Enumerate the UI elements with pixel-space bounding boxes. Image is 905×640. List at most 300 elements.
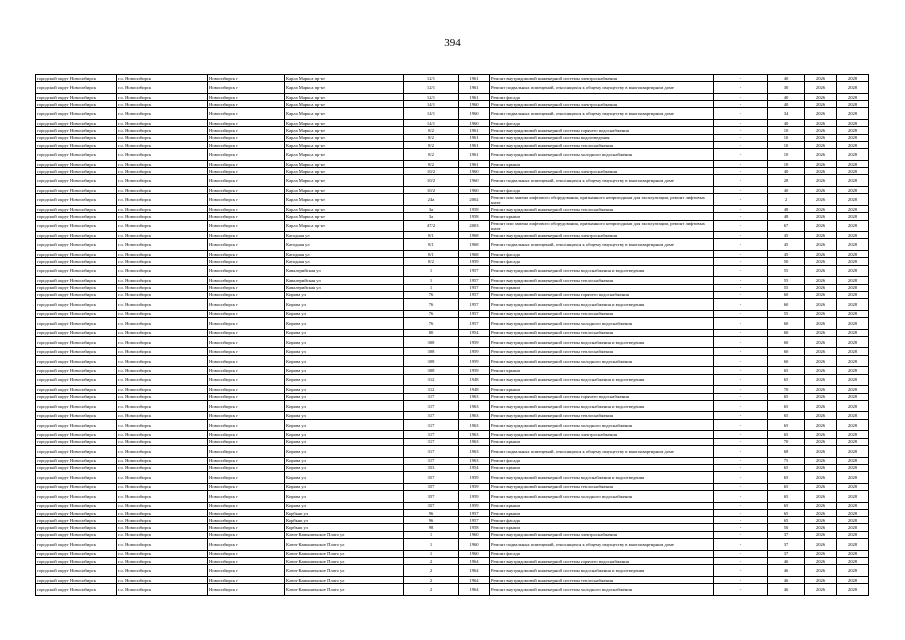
table-row <box>36 445 869 457</box>
cell-street: Ключ-Камышенское Плато ул <box>285 550 404 557</box>
cell-municipality: городской округ Новосибирск <box>36 239 117 251</box>
cell-work-type: Ремонт внутридомовой инженерной системы теплоснабжения <box>490 277 714 284</box>
table-row <box>36 438 869 445</box>
cell-work-type: Ремонт внутридомовой инженерной системы водоотведения <box>490 134 714 141</box>
cell-cost: 48 <box>768 213 805 220</box>
cell-year-to: 2028 <box>837 557 869 564</box>
cell-year-to: 2028 <box>837 108 869 120</box>
cell-dash: - <box>714 291 768 298</box>
cell-settlement: Новосибирск г <box>208 149 285 161</box>
cell-settlement: Новосибирск г <box>208 310 285 317</box>
works-table <box>35 74 869 596</box>
cell-municipality: городской округ Новосибирск <box>36 258 117 265</box>
cell-settlement: Новосибирск г <box>208 412 285 419</box>
cell-year-to: 2028 <box>837 412 869 419</box>
cell-street: Карла Маркса пр-кт <box>285 213 404 220</box>
cell-district: г.о. Новосибирск <box>117 160 208 167</box>
cell-cost: 65 <box>768 367 805 374</box>
cell-year-from: 2026 <box>805 127 837 134</box>
cell-municipality: городской округ Новосибирск <box>36 355 117 367</box>
cell-settlement: Новосибирск г <box>208 194 285 206</box>
cell-year-from: 2026 <box>805 75 837 82</box>
cell-year-from: 2026 <box>805 367 837 374</box>
cell-settlement: Новосибирск г <box>208 438 285 445</box>
cell-settlement: Новосибирск г <box>208 168 285 175</box>
table-row <box>36 329 869 336</box>
cell-work-type: Ремонт внутридомовой инженерной системы холодного водоснабжения <box>490 317 714 329</box>
cell-year-to: 2028 <box>837 431 869 438</box>
cell-district: г.о. Новосибирск <box>117 310 208 317</box>
cell-year-from: 2026 <box>805 141 837 148</box>
cell-municipality: городской округ Новосибирск <box>36 412 117 419</box>
cell-district: г.о. Новосибирск <box>117 524 208 531</box>
cell-street: Кирова ул <box>285 336 404 348</box>
cell-municipality: городской округ Новосибирск <box>36 160 117 167</box>
cell-dash: - <box>714 565 768 577</box>
cell-year-to: 2028 <box>837 509 869 516</box>
cell-dash: - <box>714 445 768 457</box>
cell-year-to: 2028 <box>837 82 869 94</box>
cell-work-type: Ремонт подвальных помещений, относящихся к общему имуществу в многоквартирном доме <box>490 445 714 457</box>
cell-year-to: 2028 <box>837 576 869 583</box>
cell-year: 1957 <box>459 291 490 298</box>
cell-year: 1957 <box>459 277 490 284</box>
cell-year: 1960 <box>459 108 490 120</box>
cell-municipality: городской округ Новосибирск <box>36 348 117 355</box>
cell-street: Кирова ул <box>285 310 404 317</box>
cell-year-to: 2028 <box>837 149 869 161</box>
cell-year-from: 2026 <box>805 329 837 336</box>
cell-year: 1960 <box>459 120 490 127</box>
cell-year: 1960 <box>459 539 490 551</box>
cell-work-type: Ремонт фасада <box>490 457 714 464</box>
table-row <box>36 550 869 557</box>
cell-year: 1960 <box>459 187 490 194</box>
cell-district: г.о. Новосибирск <box>117 393 208 400</box>
cell-work-type: Ремонт крыши <box>490 509 714 516</box>
cell-street: Ключ-Камышенское Плато ул <box>285 565 404 577</box>
cell-municipality: городской округ Новосибирск <box>36 127 117 134</box>
cell-year-to: 2028 <box>837 531 869 538</box>
table-row <box>36 108 869 120</box>
cell-year-to: 2028 <box>837 438 869 445</box>
cell-street: Карла Маркса пр-кт <box>285 108 404 120</box>
cell-work-type: Ремонт внутридомовой инженерной системы водоснабжения и водоотведения <box>490 565 714 577</box>
cell-cost: 40 <box>768 101 805 108</box>
cell-settlement: Новосибирск г <box>208 336 285 348</box>
cell-cost: 60 <box>768 291 805 298</box>
cell-year-to: 2028 <box>837 187 869 194</box>
cell-district: г.о. Новосибирск <box>117 82 208 94</box>
cell-year-from: 2026 <box>805 265 837 277</box>
cell-work-type: Ремонт внутридомовой инженерной системы теплоснабжения <box>490 141 714 148</box>
cell-house: 353 <box>404 464 459 471</box>
cell-municipality: городской округ Новосибирск <box>36 509 117 516</box>
cell-year-to: 2028 <box>837 419 869 431</box>
cell-work-type: Ремонт внутридомовой инженерной системы электроснабжения <box>490 431 714 438</box>
cell-year: 1963 <box>459 419 490 431</box>
cell-street: Кирова ул <box>285 457 404 464</box>
cell-district: г.о. Новосибирск <box>117 472 208 484</box>
cell-year-to: 2028 <box>837 194 869 206</box>
cell-year-to: 2028 <box>837 367 869 374</box>
cell-house: 312 <box>404 386 459 393</box>
cell-street: Корбыш ул <box>285 517 404 524</box>
table-row <box>36 539 869 551</box>
table-row <box>36 284 869 291</box>
table-row <box>36 584 869 596</box>
cell-district: г.о. Новосибирск <box>117 194 208 206</box>
cell-work-type: Ремонт внутридомовой инженерной системы холодного водоснабжения <box>490 149 714 161</box>
cell-settlement: Новосибирск г <box>208 213 285 220</box>
table-row <box>36 220 869 232</box>
cell-year-to: 2028 <box>837 457 869 464</box>
cell-dash: - <box>714 299 768 311</box>
cell-cost: 68 <box>768 445 805 457</box>
cell-street: Кирова ул <box>285 374 404 386</box>
cell-year: 1957 <box>459 284 490 291</box>
cell-settlement: Новосибирск г <box>208 483 285 490</box>
cell-district: г.о. Новосибирск <box>117 299 208 311</box>
cell-house: 357 <box>404 472 459 484</box>
cell-house: 76 <box>404 299 459 311</box>
cell-dash: - <box>714 310 768 317</box>
cell-work-type: Ремонт крыши <box>490 213 714 220</box>
cell-year-to: 2028 <box>837 472 869 484</box>
cell-dash: - <box>714 491 768 503</box>
cell-dash: - <box>714 168 768 175</box>
cell-year-from: 2026 <box>805 431 837 438</box>
cell-cost: 10 <box>768 141 805 148</box>
cell-house: 2 <box>404 584 459 596</box>
cell-municipality: городской округ Новосибирск <box>36 464 117 471</box>
cell-work-type: Ремонт внутридомовой инженерной системы электроснабжения <box>490 75 714 82</box>
cell-dash: - <box>714 438 768 445</box>
cell-settlement: Новосибирск г <box>208 393 285 400</box>
cell-settlement: Новосибирск г <box>208 120 285 127</box>
cell-cost: 55 <box>768 310 805 317</box>
cell-street: Кирова ул <box>285 329 404 336</box>
cell-year: 1963 <box>459 431 490 438</box>
cell-district: г.о. Новосибирск <box>117 75 208 82</box>
cell-year-to: 2028 <box>837 101 869 108</box>
cell-municipality: городской округ Новосибирск <box>36 265 117 277</box>
cell-year-from: 2026 <box>805 194 837 206</box>
cell-year-from: 2026 <box>805 457 837 464</box>
table-row <box>36 251 869 258</box>
cell-street: Катодная ул <box>285 232 404 239</box>
cell-dash: - <box>714 502 768 509</box>
cell-year: 1957 <box>459 299 490 311</box>
table-row <box>36 213 869 220</box>
table-row <box>36 374 869 386</box>
cell-work-type: Ремонт фасада <box>490 93 714 100</box>
cell-house: 317 <box>404 457 459 464</box>
table-row <box>36 367 869 374</box>
cell-street: Кавалерийская ул <box>285 284 404 291</box>
cell-municipality: городской округ Новосибирск <box>36 299 117 311</box>
cell-house: 317 <box>404 431 459 438</box>
cell-house: 308 <box>404 348 459 355</box>
cell-year-from: 2026 <box>805 584 837 596</box>
cell-cost: 46 <box>768 576 805 583</box>
table-row <box>36 565 869 577</box>
cell-year: 1958 <box>459 213 490 220</box>
cell-house: 8/2 <box>404 258 459 265</box>
cell-year-from: 2026 <box>805 258 837 265</box>
cell-municipality: городской округ Новосибирск <box>36 336 117 348</box>
cell-cost: 46 <box>768 557 805 564</box>
cell-settlement: Новосибирск г <box>208 517 285 524</box>
cell-year-to: 2028 <box>837 141 869 148</box>
cell-district: г.о. Новосибирск <box>117 213 208 220</box>
cell-house: 317 <box>404 393 459 400</box>
cell-street: Корбыш ул <box>285 524 404 531</box>
cell-year-to: 2028 <box>837 251 869 258</box>
cell-year: 1961 <box>459 82 490 94</box>
cell-municipality: городской округ Новосибирск <box>36 431 117 438</box>
cell-settlement: Новосибирск г <box>208 502 285 509</box>
cell-house: 10/2 <box>404 175 459 187</box>
cell-settlement: Новосибирск г <box>208 576 285 583</box>
cell-municipality: городской округ Новосибирск <box>36 310 117 317</box>
cell-municipality: городской округ Новосибирск <box>36 457 117 464</box>
cell-cost: 40 <box>768 187 805 194</box>
cell-house: 357 <box>404 491 459 503</box>
cell-municipality: городской округ Новосибирск <box>36 251 117 258</box>
cell-district: г.о. Новосибирск <box>117 239 208 251</box>
cell-dash: - <box>714 101 768 108</box>
cell-house: 3а <box>404 205 459 212</box>
cell-district: г.о. Новосибирск <box>117 284 208 291</box>
cell-street: Карла Маркса пр-кт <box>285 93 404 100</box>
cell-year: 1968 <box>459 232 490 239</box>
cell-cost: 65 <box>768 374 805 386</box>
cell-cost: 75 <box>768 457 805 464</box>
cell-work-type: Ремонт фасада <box>490 120 714 127</box>
cell-cost: 65 <box>768 517 805 524</box>
cell-settlement: Новосибирск г <box>208 445 285 457</box>
cell-year-to: 2028 <box>837 374 869 386</box>
cell-house: 96 <box>404 517 459 524</box>
cell-cost: 45 <box>768 251 805 258</box>
cell-settlement: Новосибирск г <box>208 550 285 557</box>
table-row <box>36 149 869 161</box>
cell-house: 308 <box>404 355 459 367</box>
cell-work-type: Ремонт внутридомовой инженерной системы водоснабжения и водоотведения <box>490 472 714 484</box>
table-row <box>36 336 869 348</box>
cell-year: 1958 <box>459 205 490 212</box>
cell-year-to: 2028 <box>837 464 869 471</box>
cell-year: 1964 <box>459 576 490 583</box>
cell-work-type: Ремонт крыши <box>490 386 714 393</box>
cell-district: г.о. Новосибирск <box>117 258 208 265</box>
cell-municipality: городской округ Новосибирск <box>36 576 117 583</box>
cell-settlement: Новосибирск г <box>208 160 285 167</box>
cell-year: 1964 <box>459 565 490 577</box>
cell-municipality: городской округ Новосибирск <box>36 400 117 412</box>
cell-house: 317 <box>404 445 459 457</box>
cell-municipality: городской округ Новосибирск <box>36 502 117 509</box>
cell-house: 8/2 <box>404 160 459 167</box>
cell-street: Карла Маркса пр-кт <box>285 160 404 167</box>
cell-street: Карла Маркса пр-кт <box>285 127 404 134</box>
cell-settlement: Новосибирск г <box>208 75 285 82</box>
cell-house: 3а <box>404 213 459 220</box>
cell-cost: 55 <box>768 284 805 291</box>
cell-cost: 65 <box>768 419 805 431</box>
cell-settlement: Новосибирск г <box>208 175 285 187</box>
table-row <box>36 277 869 284</box>
cell-house: 357 <box>404 483 459 490</box>
cell-dash: - <box>714 205 768 212</box>
cell-street: Карла Маркса пр-кт <box>285 220 404 232</box>
cell-municipality: городской округ Новосибирск <box>36 524 117 531</box>
cell-cost: 50 <box>768 258 805 265</box>
cell-year: 1963 <box>459 400 490 412</box>
cell-work-type: Ремонт внутридомовой инженерной системы электроснабжения <box>490 232 714 239</box>
cell-district: г.о. Новосибирск <box>117 355 208 367</box>
cell-house: 2 <box>404 565 459 577</box>
cell-cost: 10 <box>768 160 805 167</box>
cell-settlement: Новосибирск г <box>208 584 285 596</box>
cell-year-to: 2028 <box>837 539 869 551</box>
cell-dash: - <box>714 284 768 291</box>
cell-street: Кирова ул <box>285 299 404 311</box>
cell-municipality: городской округ Новосибирск <box>36 93 117 100</box>
table-row <box>36 141 869 148</box>
cell-district: г.о. Новосибирск <box>117 431 208 438</box>
cell-house: 2 <box>404 576 459 583</box>
cell-municipality: городской округ Новосибирск <box>36 565 117 577</box>
cell-house: 10/2 <box>404 187 459 194</box>
cell-settlement: Новосибирск г <box>208 277 285 284</box>
cell-year-from: 2026 <box>805 531 837 538</box>
cell-district: г.о. Новосибирск <box>117 175 208 187</box>
cell-house: 76 <box>404 310 459 317</box>
cell-year-to: 2028 <box>837 205 869 212</box>
cell-year: 1963 <box>459 393 490 400</box>
cell-year-from: 2026 <box>805 251 837 258</box>
cell-house: 1 <box>404 277 459 284</box>
cell-work-type: Ремонт внутридомовой инженерной системы электроснабжения <box>490 531 714 538</box>
cell-municipality: городской округ Новосибирск <box>36 284 117 291</box>
cell-year-to: 2028 <box>837 400 869 412</box>
cell-settlement: Новосибирск г <box>208 134 285 141</box>
cell-street: Карла Маркса пр-кт <box>285 101 404 108</box>
cell-house: 12/1 <box>404 82 459 94</box>
cell-year-to: 2028 <box>837 265 869 277</box>
cell-district: г.о. Новосибирск <box>117 168 208 175</box>
cell-year: 1960 <box>459 531 490 538</box>
cell-work-type: Ремонт внутридомовой инженерной системы водоснабжения и водоотведения <box>490 299 714 311</box>
cell-year: 1959 <box>459 336 490 348</box>
cell-district: г.о. Новосибирск <box>117 483 208 490</box>
cell-work-type: Ремонт фасада <box>490 517 714 524</box>
cell-municipality: городской округ Новосибирск <box>36 149 117 161</box>
cell-house: 317 <box>404 438 459 445</box>
cell-municipality: городской округ Новосибирск <box>36 367 117 374</box>
cell-street: Карла Маркса пр-кт <box>285 141 404 148</box>
cell-work-type: Ремонт внутридомовой инженерной системы горячего водоснабжения <box>490 557 714 564</box>
cell-district: г.о. Новосибирск <box>117 232 208 239</box>
cell-street: Карла Маркса пр-кт <box>285 120 404 127</box>
cell-year: 1959 <box>459 472 490 484</box>
cell-district: г.о. Новосибирск <box>117 93 208 100</box>
cell-year: 1954 <box>459 464 490 471</box>
cell-settlement: Новосибирск г <box>208 317 285 329</box>
cell-year: 1959 <box>459 502 490 509</box>
cell-year-from: 2026 <box>805 108 837 120</box>
cell-house: 8/2 <box>404 141 459 148</box>
cell-settlement: Новосибирск г <box>208 239 285 251</box>
cell-year-from: 2026 <box>805 317 837 329</box>
cell-year: 1959 <box>459 491 490 503</box>
cell-year: 1957 <box>459 317 490 329</box>
cell-district: г.о. Новосибирск <box>117 386 208 393</box>
cell-work-type: Ремонт фасада <box>490 251 714 258</box>
cell-year-to: 2028 <box>837 355 869 367</box>
cell-district: г.о. Новосибирск <box>117 127 208 134</box>
cell-year-from: 2026 <box>805 550 837 557</box>
cell-dash: - <box>714 127 768 134</box>
cell-cost: 60 <box>768 299 805 311</box>
cell-municipality: городской округ Новосибирск <box>36 141 117 148</box>
cell-year-to: 2028 <box>837 317 869 329</box>
cell-dash: - <box>714 239 768 251</box>
cell-settlement: Новосибирск г <box>208 491 285 503</box>
cell-cost: 60 <box>768 317 805 329</box>
cell-year-from: 2026 <box>805 239 837 251</box>
cell-year: 1959 <box>459 348 490 355</box>
cell-year-to: 2028 <box>837 175 869 187</box>
cell-year-to: 2028 <box>837 168 869 175</box>
cell-work-type: Ремонт подвальных помещений, относящихся к общему имуществу в многоквартирном доме <box>490 239 714 251</box>
cell-municipality: городской округ Новосибирск <box>36 419 117 431</box>
cell-year-from: 2026 <box>805 464 837 471</box>
cell-year-from: 2026 <box>805 374 837 386</box>
cell-street: Карла Маркса пр-кт <box>285 134 404 141</box>
cell-work-type: Ремонт подвальных помещений, относящихся к общему имуществу в многоквартирном доме <box>490 175 714 187</box>
cell-year-from: 2026 <box>805 101 837 108</box>
cell-municipality: городской округ Новосибирск <box>36 75 117 82</box>
cell-district: г.о. Новосибирск <box>117 531 208 538</box>
cell-street: Ключ-Камышенское Плато ул <box>285 531 404 538</box>
cell-dash: - <box>714 509 768 516</box>
cell-street: Ключ-Камышенское Плато ул <box>285 557 404 564</box>
table-row <box>36 175 869 187</box>
cell-cost: 45 <box>768 232 805 239</box>
cell-dash: - <box>714 355 768 367</box>
cell-year: 1968 <box>459 251 490 258</box>
table-row <box>36 355 869 367</box>
cell-house: 312 <box>404 374 459 386</box>
cell-year: 1960 <box>459 550 490 557</box>
cell-year-from: 2026 <box>805 310 837 317</box>
cell-street: Кирова ул <box>285 386 404 393</box>
table-row <box>36 265 869 277</box>
cell-dash: - <box>714 187 768 194</box>
cell-year-from: 2026 <box>805 93 837 100</box>
cell-cost: 60 <box>768 329 805 336</box>
cell-municipality: городской округ Новосибирск <box>36 205 117 212</box>
cell-year-from: 2026 <box>805 517 837 524</box>
cell-dash: - <box>714 386 768 393</box>
cell-cost: 60 <box>768 355 805 367</box>
table-row <box>36 576 869 583</box>
cell-dash: - <box>714 251 768 258</box>
cell-district: г.о. Новосибирск <box>117 491 208 503</box>
